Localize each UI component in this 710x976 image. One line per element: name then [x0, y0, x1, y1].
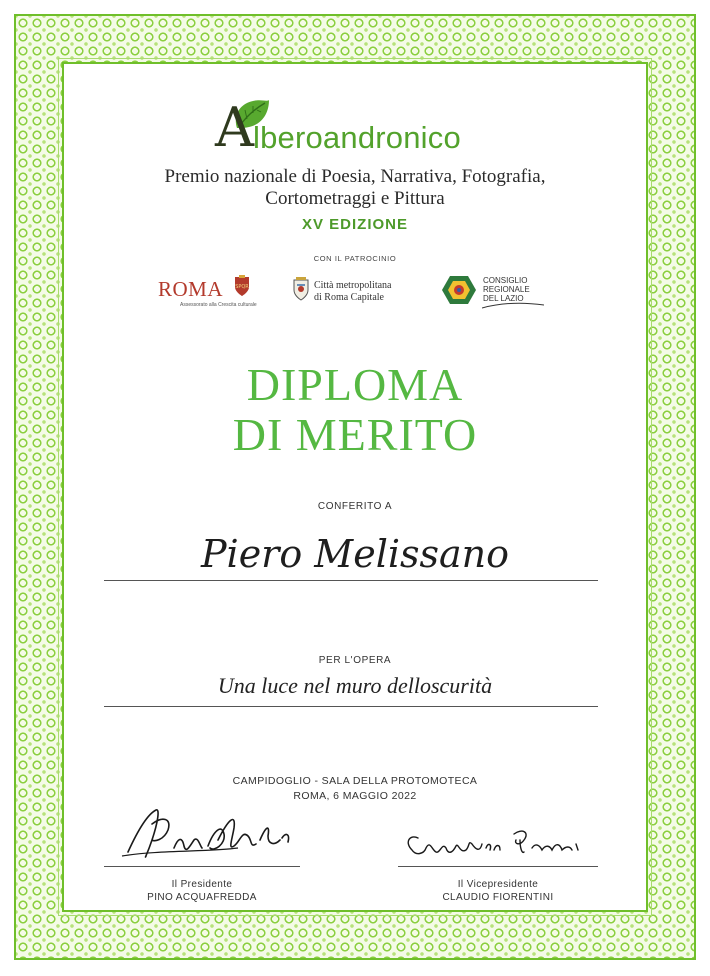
- alberoandronico-logo: [215, 98, 495, 162]
- svg-text:SPQR: SPQR: [235, 284, 249, 290]
- lazio-line-3: DEL LAZIO: [483, 294, 524, 303]
- roma-department: Assessorato alla Crescita culturale: [180, 302, 257, 308]
- citta-line-1: Città metropolitana: [314, 280, 392, 291]
- citta-text: [314, 280, 391, 304]
- edition-label: XV EDIZIONE: [301, 216, 409, 233]
- date-line: ROMA, 6 MAGGIO 2022: [293, 790, 417, 802]
- president-name: PINO ACQUAFREDDA: [147, 892, 257, 903]
- lazio-swoosh: [482, 302, 544, 310]
- lazio-line-1: CONSIGLIO: [483, 276, 528, 285]
- lazio-emblem-icon: [440, 274, 478, 306]
- president-role: Il Presidente: [171, 879, 233, 890]
- vicepresident-signature-line: [398, 866, 598, 867]
- president-signature-line: [104, 866, 300, 867]
- citta-metropolitana-logo: [292, 275, 422, 309]
- citta-shield-icon: [292, 277, 310, 301]
- roma-shield-icon: [234, 275, 250, 297]
- consiglio-lazio-logo: [440, 272, 550, 312]
- vicepresident-signature: [396, 820, 596, 870]
- per-opera-label: PER L'OPERA: [318, 655, 392, 666]
- vicepresident-name: CLAUDIO FIORENTINI: [442, 892, 554, 903]
- logo-name: lberoandronico: [253, 120, 461, 155]
- diploma-title: [0, 360, 710, 460]
- subtitle-line-1: Premio nazionale di Poesia, Narrativa, Fotografia,: [164, 166, 546, 187]
- president-block: [104, 878, 300, 904]
- subtitle-line-2: Cortometraggi e Pittura: [265, 188, 445, 209]
- lazio-line-2: REGIONALE: [483, 285, 530, 294]
- opera-underline: [104, 706, 598, 707]
- venue-line: CAMPIDOGLIO - SALA DELLA PROTOMOTECA: [232, 775, 478, 787]
- roma-wordmark: ROMA: [158, 277, 224, 301]
- recipient-underline: [104, 580, 598, 581]
- recipient-name: Piero Melissano: [200, 532, 510, 576]
- roma-logo: [158, 273, 268, 313]
- patronage-label: CON IL PATROCINIO: [313, 254, 397, 263]
- vicepresident-role: Il Vicepresidente: [457, 879, 539, 890]
- citta-line-2: di Roma Capitale: [314, 292, 384, 303]
- logo-initial: A: [215, 96, 254, 159]
- conferito-label: CONFERITO A: [317, 501, 393, 512]
- vicepresident-block: [398, 878, 598, 904]
- title-line-1: DIPLOMA: [246, 359, 464, 410]
- president-signature: [118, 800, 298, 870]
- lazio-text: [483, 276, 530, 303]
- award-subtitle: [0, 166, 710, 210]
- venue-date: [0, 774, 710, 804]
- title-line-2: DI MERITO: [232, 409, 478, 460]
- opera-title: Una luce nel muro delloscurità: [217, 673, 493, 698]
